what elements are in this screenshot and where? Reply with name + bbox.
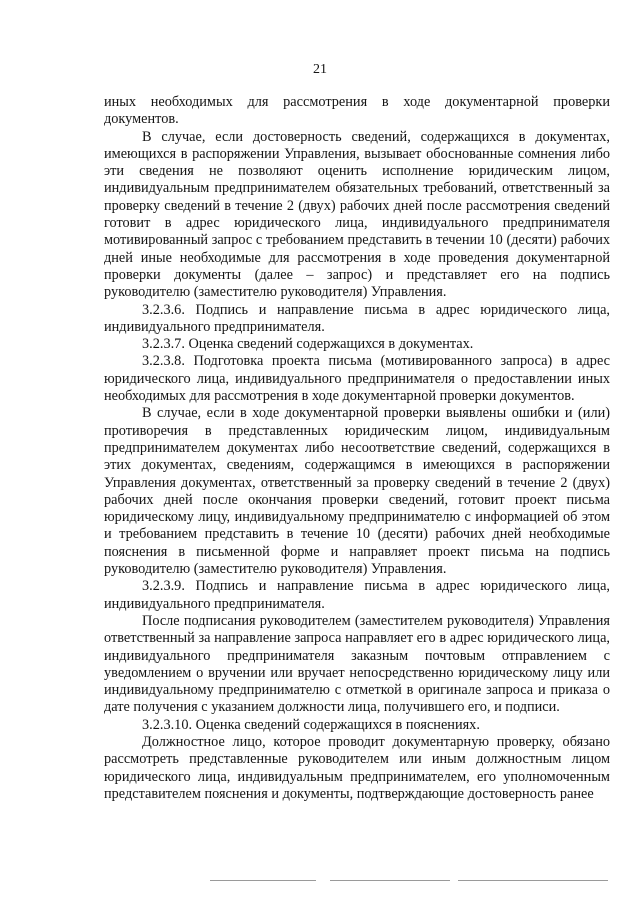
paragraph-3-2-3-9: 3.2.3.9. Подпись и направление письма в адрес юридического лица, индивидуального предпринимателя. (104, 578, 610, 612)
paragraph-reliability-doubt: В случае, если достоверность сведений, содержащихся в документах, имеющихся в распоряжении Управления, вызывает обоснованные сомнения либо эти сведения не позволяют оценить исполнение юридическим лицом, индивидуальным предпринимателем обязательных требований, ответственный за проверку сведений в течение 2 (двух) рабочих дней после рассмотрения сведений готовит в адрес юридического лица, индивидуального предпринимателя мотивированный запрос с требованием представить в течении 10 (десяти) рабочих дней иные необходимые для рассмотрения в ходе проведения документарной проверки документы (далее – запрос) и представляет его на подпись руководителю (заместителю руководителя) Управления. (104, 128, 610, 301)
paragraph-3-2-3-10: 3.2.3.10. Оценка сведений содержащихся в пояснениях. (142, 716, 480, 733)
page-number: 21 (313, 62, 327, 77)
footer-rule-left (210, 880, 316, 881)
paragraph-errors-found: В случае, если в ходе документарной проверки выявлены ошибки и (или) противоречия в представленных юридическим лицом, индивидуальным предпринимателем документах либо несоответствие сведений, содержащихся в этих документах, сведениям, содержащимся в имеющихся в распоряжении Управления документах, ответственный за проверку сведений в течение 2 (двух) рабочих дней после окончания проверки сведений, готовит проект письма юридическому лицу, индивидуальному предпринимателю с информацией об этом и требованием представить в течение 10 (десяти) рабочих дней необходимые пояснения в письменной форме и направляет проект письма на подпись руководителю (заместителю руководителя) Управления. (104, 405, 610, 578)
paragraph-official-review: Должностное лицо, которое проводит документарную проверку, обязано рассмотреть представленные руководителем или иным должностным лицом юридического лица, индивидуальным предпринимателем, его уполномоченным представителем пояснения и документы, подтверждающие достоверность ранее (104, 733, 610, 802)
paragraph-3-2-3-8: 3.2.3.8. Подготовка проекта письма (мотивированного запроса) в адрес юридического лица, индивидуального предпринимателя о предоставлении иных необходимых для рассмотрения в ходе документарной проверки документов. (104, 353, 610, 405)
paragraph-continuation: иных необходимых для рассмотрения в ходе документарной проверки документов. (104, 94, 610, 128)
paragraph-after-signing: После подписания руководителем (заместителем руководителя) Управления ответственный за направление запроса направляет его в адрес юридического лица, индивидуального предпринимателя заказным почтовым отправлением с уведомлением о вручении или вручает непосредственно юридическому лицу или индивидуальному предпринимателю с отметкой в оригинале запроса и приказа о дате получения с указанием должности лица, получившего его, и подписи. (104, 612, 610, 716)
paragraph-3-2-3-7: 3.2.3.7. Оценка сведений содержащихся в документах. (142, 336, 474, 353)
paragraph-3-2-3-6: 3.2.3.6. Подпись и направление письма в адрес юридического лица, индивидуального предпринимателя. (104, 301, 610, 335)
document-body (104, 94, 610, 803)
footer-rule-middle (330, 880, 450, 881)
footer-rule-right (458, 880, 608, 881)
